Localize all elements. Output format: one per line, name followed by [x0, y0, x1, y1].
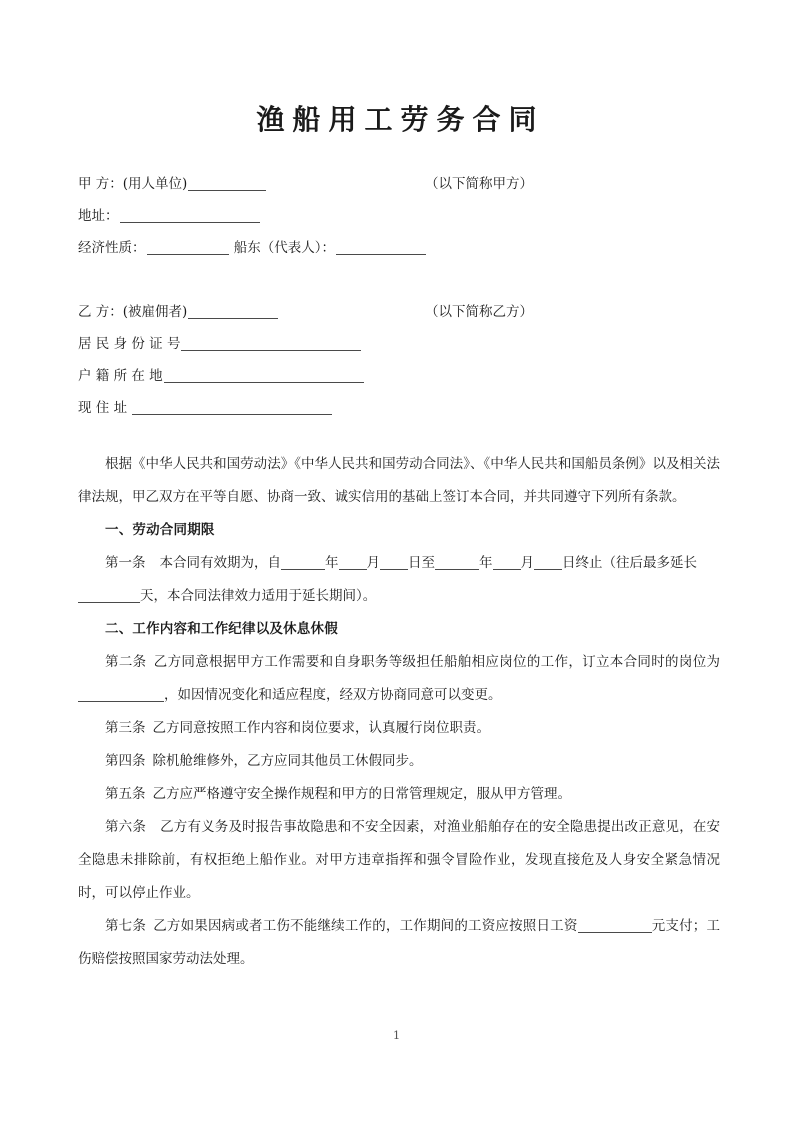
article-1-text-4: 日至 — [408, 555, 435, 571]
article-1-day-blank-start[interactable] — [380, 555, 408, 570]
article-3-text: 乙方同意按照工作内容和岗位要求，认真履行岗位职责。 — [152, 720, 490, 736]
party-a-address-row — [78, 200, 718, 232]
article-5-text: 乙方应严格遵守安全操作规程和甲方的日常管理规定，服从甲方管理。 — [152, 786, 571, 802]
party-a-economic-row — [78, 232, 718, 264]
article-1-text-1: 本合同有效期为，自 — [159, 555, 281, 571]
party-b-household-blank[interactable] — [164, 367, 364, 383]
article-1-paragraph — [78, 547, 720, 580]
article-1-text-6: 月 — [520, 555, 534, 571]
party-a-block — [78, 168, 718, 264]
party-b-id-row — [78, 328, 718, 360]
party-a-name-row — [78, 168, 718, 200]
party-b-current-address-label: 现 住 址 — [78, 400, 128, 416]
party-b-block — [78, 296, 718, 424]
article-7-daily-wage-blank[interactable] — [578, 918, 652, 933]
preamble-paragraph: 根据《中华人民共和国劳动法》《中华人民共和国劳动合同法》、《中华人民共和国船员条例》以及相关法律法规，甲乙双方在平等自愿、协商一致、诚实信用的基础上签订本合同，并共同遵守下列所有条款。 — [78, 456, 720, 505]
party-a-address-blank[interactable] — [120, 207, 260, 223]
article-7-text-1: 乙方如果因病或者工伤不能继续工作的，工作期间的工资应按照日工资 — [153, 918, 578, 934]
party-a-name-blank[interactable] — [188, 175, 266, 191]
article-1-text-7: 日终止（往后最多延长 — [562, 555, 697, 571]
party-a-owner-blank[interactable] — [336, 239, 426, 255]
party-b-label: 乙 方：(被雇佣者) — [78, 304, 188, 320]
party-a-economic-blank[interactable] — [147, 239, 229, 255]
article-6-label: 第六条 — [105, 819, 146, 835]
article-2-text-2: ，如因情况变化和适应程度，经双方协商同意可以变更。 — [164, 687, 502, 703]
article-1-year-blank-start[interactable] — [281, 555, 325, 570]
article-1-label: 第一条 — [105, 555, 146, 571]
section-heading-two: 二、工作内容和工作纪律以及休息休假 — [105, 621, 338, 637]
article-7-text-2: 元支付；工伤赔偿按照国家劳动法处理。 — [78, 918, 720, 967]
party-b-name-row — [78, 296, 718, 328]
contract-body — [78, 448, 720, 976]
article-7-label: 第七条 — [105, 918, 147, 934]
article-2-paragraph — [78, 646, 720, 712]
article-3-label: 第三条 — [105, 720, 146, 736]
party-a-label: 甲 方：(用人单位) — [78, 176, 188, 192]
article-7-paragraph — [78, 910, 720, 976]
page-number: 1 — [392, 1028, 401, 1042]
article-1-text-5: 年 — [479, 555, 493, 571]
article-6-text: 乙方有义务及时报告事故隐患和不安全因素，对渔业船舶存在的安全隐患提出改正意见，在安全隐患未排除前，有权拒绝上船作业。对甲方违章指挥和强令冒险作业，发现直接危及人身安全紧急情况时，可以停止作业。 — [78, 819, 721, 901]
article-1-text-2: 年 — [325, 555, 339, 571]
article-2-text-1: 乙方同意根据甲方工作需要和自身职务等级担任船舶相应岗位的工作，订立本合同时的岗位为 — [153, 654, 721, 670]
article-4-text: 除机舱维修外，乙方应同其他员工休假同步。 — [152, 753, 423, 769]
party-b-id-label: 居 民 身 份 证 号 — [78, 336, 181, 352]
article-3-paragraph — [78, 712, 720, 745]
party-b-alias: （以下简称乙方） — [425, 304, 533, 320]
article-1-continuation — [78, 580, 720, 613]
party-a-address-label: 地址： — [78, 208, 119, 224]
page-title: 渔船用工劳务合同 — [256, 103, 545, 136]
article-1-month-blank-end[interactable] — [493, 555, 521, 570]
article-5-label: 第五条 — [105, 786, 146, 802]
section-heading-one: 一、劳动合同期限 — [105, 522, 215, 538]
article-1-year-blank-end[interactable] — [435, 555, 479, 570]
article-1-day-blank-end[interactable] — [534, 555, 562, 570]
article-1-month-blank-start[interactable] — [339, 555, 367, 570]
party-a-economic-label: 经济性质： — [78, 240, 146, 256]
article-2-label: 第二条 — [105, 654, 147, 670]
article-1-extension-days-blank[interactable] — [78, 588, 140, 603]
party-a-owner-label: 船东（代表人）： — [233, 240, 336, 256]
party-b-household-label: 户 籍 所 在 地 — [78, 368, 163, 384]
party-a-alias: （以下简称甲方） — [425, 176, 533, 192]
article-4-paragraph — [78, 745, 720, 778]
party-b-current-address-row — [78, 392, 718, 424]
party-b-current-address-blank[interactable] — [132, 399, 332, 415]
party-b-household-row — [78, 360, 718, 392]
article-6-paragraph — [78, 811, 720, 910]
article-2-position-blank[interactable] — [78, 687, 164, 702]
article-4-label: 第四条 — [105, 753, 146, 769]
party-b-name-blank[interactable] — [188, 303, 278, 319]
article-5-paragraph — [78, 778, 720, 811]
article-1-text-3: 月 — [366, 555, 380, 571]
article-1-text-8: 天，本合同法律效力适用于延长期间）。 — [140, 588, 377, 604]
party-b-id-blank[interactable] — [181, 335, 361, 351]
